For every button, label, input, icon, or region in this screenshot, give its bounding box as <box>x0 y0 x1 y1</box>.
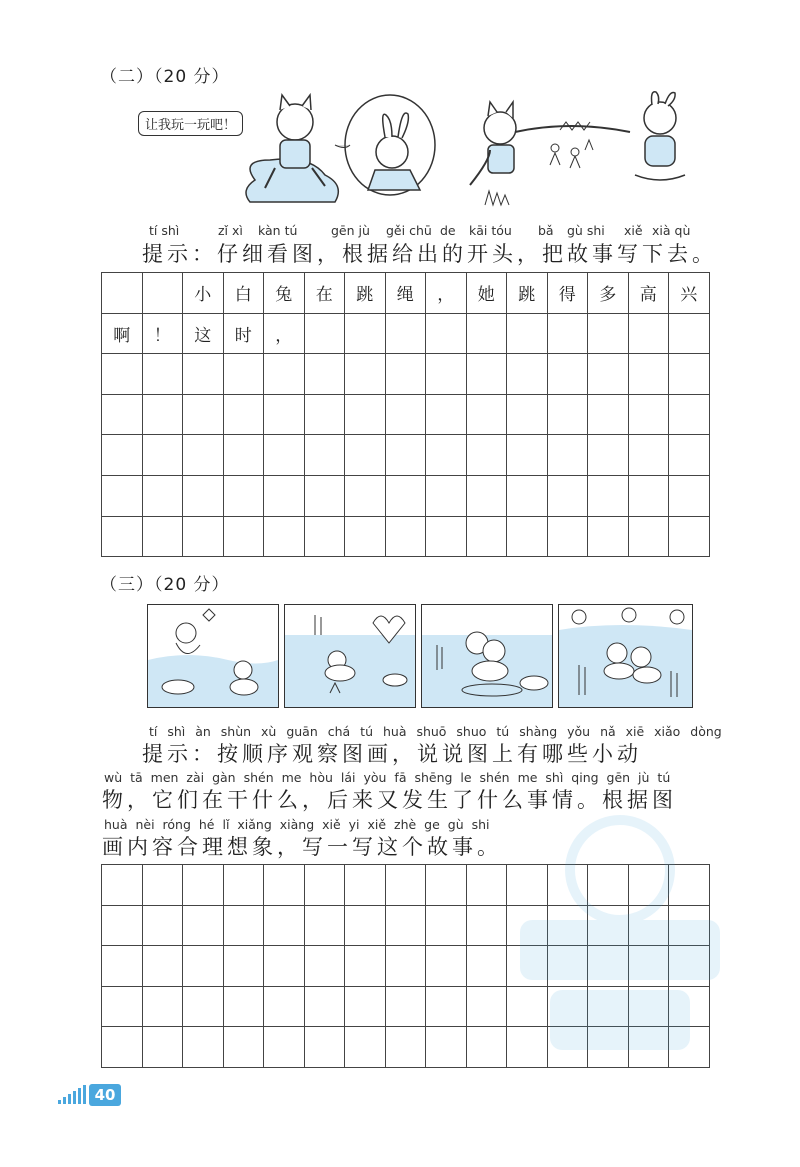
grid-cell[interactable] <box>304 354 345 395</box>
grid-cell[interactable] <box>669 394 710 435</box>
grid-cell[interactable] <box>507 394 548 435</box>
grid-cell[interactable]: 这 <box>183 313 224 354</box>
grid-cell[interactable] <box>183 354 224 395</box>
grid-cell[interactable] <box>547 354 588 395</box>
grid-cell[interactable] <box>304 1027 345 1068</box>
grid-cell[interactable] <box>628 435 669 476</box>
section-3-hint-pinyin-2: wù tā men zài gàn shén me hòu lái yòu fā shēng le shén me shì qing gēn jù tú <box>104 770 671 785</box>
grid-cell[interactable] <box>547 394 588 435</box>
section-3-hint-line-1: 提示：按顺序观察图画，说说图上有哪些小动 <box>142 742 642 766</box>
grid-cell[interactable] <box>385 475 426 516</box>
grid-cell[interactable]: 跳 <box>345 273 386 314</box>
grid-cell[interactable] <box>385 1027 426 1068</box>
grid-cell[interactable] <box>142 475 183 516</box>
grid-cell[interactable] <box>588 435 629 476</box>
grid-cell[interactable]: 白 <box>223 273 264 314</box>
grid-cell[interactable] <box>426 354 467 395</box>
grid-cell[interactable] <box>183 905 224 946</box>
grid-cell[interactable] <box>264 394 305 435</box>
grid-cell[interactable] <box>264 905 305 946</box>
grid-cell[interactable] <box>264 354 305 395</box>
grid-cell[interactable] <box>183 475 224 516</box>
grid-cell[interactable] <box>466 516 507 557</box>
grid-cell[interactable] <box>507 354 548 395</box>
grid-cell[interactable]: 她 <box>466 273 507 314</box>
grid-cell[interactable] <box>385 354 426 395</box>
grid-cell[interactable] <box>588 313 629 354</box>
grid-cell[interactable] <box>264 946 305 987</box>
grid-cell[interactable] <box>345 435 386 476</box>
grid-cell[interactable] <box>426 435 467 476</box>
grid-cell[interactable] <box>588 354 629 395</box>
grid-cell[interactable] <box>628 354 669 395</box>
grid-cell[interactable] <box>426 313 467 354</box>
hint-pinyin-4: gēn jù <box>331 223 370 238</box>
grid-cell[interactable] <box>507 313 548 354</box>
grid-cell[interactable]: ！ <box>142 313 183 354</box>
grid-cell[interactable] <box>466 354 507 395</box>
grid-cell[interactable] <box>223 435 264 476</box>
grid-cell[interactable] <box>183 394 224 435</box>
grid-cell[interactable]: 小 <box>183 273 224 314</box>
grid-cell[interactable] <box>466 865 507 906</box>
grid-row <box>102 475 710 516</box>
grid-cell[interactable] <box>547 313 588 354</box>
hint-pinyin-5: gěi chū <box>386 223 432 238</box>
grid-cell[interactable] <box>385 394 426 435</box>
grid-cell[interactable] <box>426 905 467 946</box>
grid-cell[interactable] <box>345 354 386 395</box>
grid-cell[interactable] <box>669 475 710 516</box>
comic-panel-3 <box>421 604 553 708</box>
grid-cell[interactable] <box>264 475 305 516</box>
grid-cell[interactable] <box>426 1027 467 1068</box>
grid-cell[interactable] <box>264 516 305 557</box>
grid-cell[interactable] <box>264 1027 305 1068</box>
grid-cell[interactable] <box>588 475 629 516</box>
hint-pinyin-3: kàn tú <box>258 223 298 238</box>
grid-cell[interactable] <box>547 475 588 516</box>
grid-cell[interactable]: ， <box>264 313 305 354</box>
grid-cell[interactable]: 跳 <box>507 273 548 314</box>
grid-cell[interactable] <box>385 946 426 987</box>
section-2-illustration <box>130 90 710 215</box>
grid-cell[interactable] <box>588 394 629 435</box>
grid-cell[interactable] <box>142 905 183 946</box>
hint-pinyin-9: gù shi <box>567 223 605 238</box>
section-2-hint: 提示：仔细看图，根据给出的开头，把故事写下去。 <box>142 242 717 266</box>
grid-cell[interactable]: ， <box>426 273 467 314</box>
grid-cell[interactable] <box>466 435 507 476</box>
grid-cell[interactable] <box>385 986 426 1027</box>
grid-cell[interactable] <box>426 865 467 906</box>
grid-cell[interactable] <box>264 986 305 1027</box>
grid-cell[interactable] <box>345 475 386 516</box>
grid-cell[interactable] <box>304 946 345 987</box>
hint-pinyin-6: de <box>440 223 456 238</box>
grid-cell[interactable] <box>304 905 345 946</box>
cat-rabbit-jump-rope-illustration <box>130 90 710 215</box>
section-3-hint-line-2: 物，它们在干什么，后来又发生了什么事情。根据图 <box>102 788 677 812</box>
grid-cell[interactable] <box>142 946 183 987</box>
grid-cell[interactable] <box>304 475 345 516</box>
page-number: 40 <box>89 1084 121 1106</box>
grid-cell[interactable] <box>628 516 669 557</box>
section-3-title: （三）（20 分） <box>100 575 230 595</box>
grid-cell[interactable] <box>183 865 224 906</box>
grid-cell[interactable] <box>102 1027 143 1068</box>
grid-cell[interactable] <box>223 394 264 435</box>
grid-cell[interactable] <box>183 516 224 557</box>
grid-cell[interactable] <box>102 394 143 435</box>
page-bars-icon <box>58 1084 88 1106</box>
grid-cell[interactable] <box>142 986 183 1027</box>
grid-cell[interactable] <box>304 516 345 557</box>
grid-cell[interactable] <box>669 354 710 395</box>
grid-cell[interactable] <box>547 516 588 557</box>
hint-pinyin-1: tí shì <box>149 223 180 238</box>
grid-cell[interactable] <box>142 354 183 395</box>
hint-pinyin-10: xiě <box>624 223 643 238</box>
grid-cell[interactable] <box>385 865 426 906</box>
grid-row <box>102 516 710 557</box>
grid-cell[interactable] <box>385 905 426 946</box>
comic-panel-4 <box>558 604 693 708</box>
grid-cell[interactable] <box>669 516 710 557</box>
grid-cell[interactable] <box>142 394 183 435</box>
grid-cell[interactable] <box>628 475 669 516</box>
grid-cell[interactable] <box>345 986 386 1027</box>
grid-cell[interactable]: 多 <box>588 273 629 314</box>
grid-cell[interactable] <box>142 1027 183 1068</box>
grid-cell[interactable] <box>102 905 143 946</box>
speech-bubble: 让我玩一玩吧！ <box>138 111 243 136</box>
grid-cell[interactable] <box>102 435 143 476</box>
grid-cell[interactable]: 得 <box>547 273 588 314</box>
grid-cell[interactable] <box>142 435 183 476</box>
grid-cell[interactable] <box>426 946 467 987</box>
grid-cell[interactable] <box>345 865 386 906</box>
grid-cell[interactable] <box>426 475 467 516</box>
grid-cell[interactable]: 啊 <box>102 313 143 354</box>
grid-cell[interactable] <box>345 516 386 557</box>
grid-cell[interactable] <box>426 394 467 435</box>
grid-row <box>102 394 710 435</box>
grid-cell[interactable] <box>223 354 264 395</box>
grid-cell[interactable] <box>223 516 264 557</box>
grid-cell[interactable] <box>426 516 467 557</box>
grid-cell[interactable] <box>466 905 507 946</box>
grid-cell[interactable] <box>142 516 183 557</box>
grid-cell[interactable] <box>183 1027 224 1068</box>
grid-cell[interactable] <box>102 273 143 314</box>
grid-cell[interactable] <box>304 313 345 354</box>
grid-cell[interactable]: 兔 <box>264 273 305 314</box>
grid-cell[interactable] <box>385 435 426 476</box>
grid-cell[interactable] <box>426 986 467 1027</box>
grid-cell[interactable] <box>304 394 345 435</box>
grid-cell[interactable] <box>466 1027 507 1068</box>
grid-cell[interactable] <box>102 986 143 1027</box>
section-3-hint-pinyin-1: tí shì àn shùn xù guān chá tú huà shuō shuo tú shàng yǒu nǎ xiē xiǎo dòng <box>149 724 722 739</box>
grid-cell[interactable] <box>466 986 507 1027</box>
grid-row <box>102 354 710 395</box>
hint-pinyin-2: zǐ xì <box>218 223 243 238</box>
grid-cell[interactable] <box>466 946 507 987</box>
grid-cell[interactable] <box>345 946 386 987</box>
grid-cell[interactable] <box>223 946 264 987</box>
section-2-title: （二）（20 分） <box>100 67 230 87</box>
grid-cell[interactable] <box>183 986 224 1027</box>
section-3-hint-line-3: 画内容合理想象，写一写这个故事。 <box>102 835 502 859</box>
grid-cell[interactable] <box>466 475 507 516</box>
grid-cell[interactable] <box>345 313 386 354</box>
grid-cell[interactable] <box>223 1027 264 1068</box>
grid-cell[interactable] <box>223 475 264 516</box>
grid-cell[interactable] <box>304 865 345 906</box>
comic-panel-2 <box>284 604 416 708</box>
grid-cell[interactable] <box>304 435 345 476</box>
hint-pinyin-11: xià qù <box>652 223 691 238</box>
grid-cell[interactable]: 时 <box>223 313 264 354</box>
grid-cell[interactable] <box>345 1027 386 1068</box>
grid-cell[interactable] <box>102 946 143 987</box>
grid-row <box>102 313 710 354</box>
grid-cell[interactable]: 高 <box>628 273 669 314</box>
comic-panel-1 <box>147 604 279 708</box>
grid-cell[interactable] <box>669 435 710 476</box>
grid-cell[interactable] <box>507 435 548 476</box>
grid-cell[interactable] <box>142 865 183 906</box>
grid-cell[interactable] <box>102 865 143 906</box>
grid-cell[interactable] <box>102 516 143 557</box>
grid-cell[interactable] <box>223 865 264 906</box>
watermark-logo <box>510 810 730 1070</box>
grid-cell[interactable] <box>142 273 183 314</box>
grid-cell[interactable]: 绳 <box>385 273 426 314</box>
grid-cell[interactable] <box>628 394 669 435</box>
grid-cell[interactable] <box>669 313 710 354</box>
section-2-writing-grid <box>101 272 710 557</box>
grid-cell[interactable] <box>628 313 669 354</box>
grid-cell[interactable] <box>304 986 345 1027</box>
hint-pinyin-8: bǎ <box>538 223 554 238</box>
grid-cell[interactable] <box>223 905 264 946</box>
grid-cell[interactable]: 兴 <box>669 273 710 314</box>
grid-cell[interactable] <box>466 394 507 435</box>
grid-cell[interactable] <box>223 986 264 1027</box>
grid-cell[interactable] <box>183 435 224 476</box>
grid-cell[interactable] <box>264 435 305 476</box>
grid-cell[interactable] <box>385 516 426 557</box>
grid-cell[interactable] <box>102 475 143 516</box>
grid-cell[interactable] <box>507 475 548 516</box>
section-3-hint-pinyin-3: huà nèi róng hé lǐ xiǎng xiàng xiě yi xiě zhè ge gù shi <box>104 817 490 832</box>
grid-row <box>102 273 710 314</box>
grid-cell[interactable]: 在 <box>304 273 345 314</box>
grid-cell[interactable] <box>345 394 386 435</box>
grid-cell[interactable] <box>588 516 629 557</box>
grid-row <box>102 435 710 476</box>
grid-cell[interactable] <box>183 946 224 987</box>
grid-cell[interactable] <box>345 905 386 946</box>
grid-cell[interactable] <box>264 865 305 906</box>
grid-cell[interactable] <box>466 313 507 354</box>
hint-pinyin-7: kāi tóu <box>469 223 512 238</box>
grid-cell[interactable] <box>507 516 548 557</box>
grid-cell[interactable] <box>385 313 426 354</box>
grid-cell[interactable] <box>102 354 143 395</box>
grid-cell[interactable] <box>547 435 588 476</box>
